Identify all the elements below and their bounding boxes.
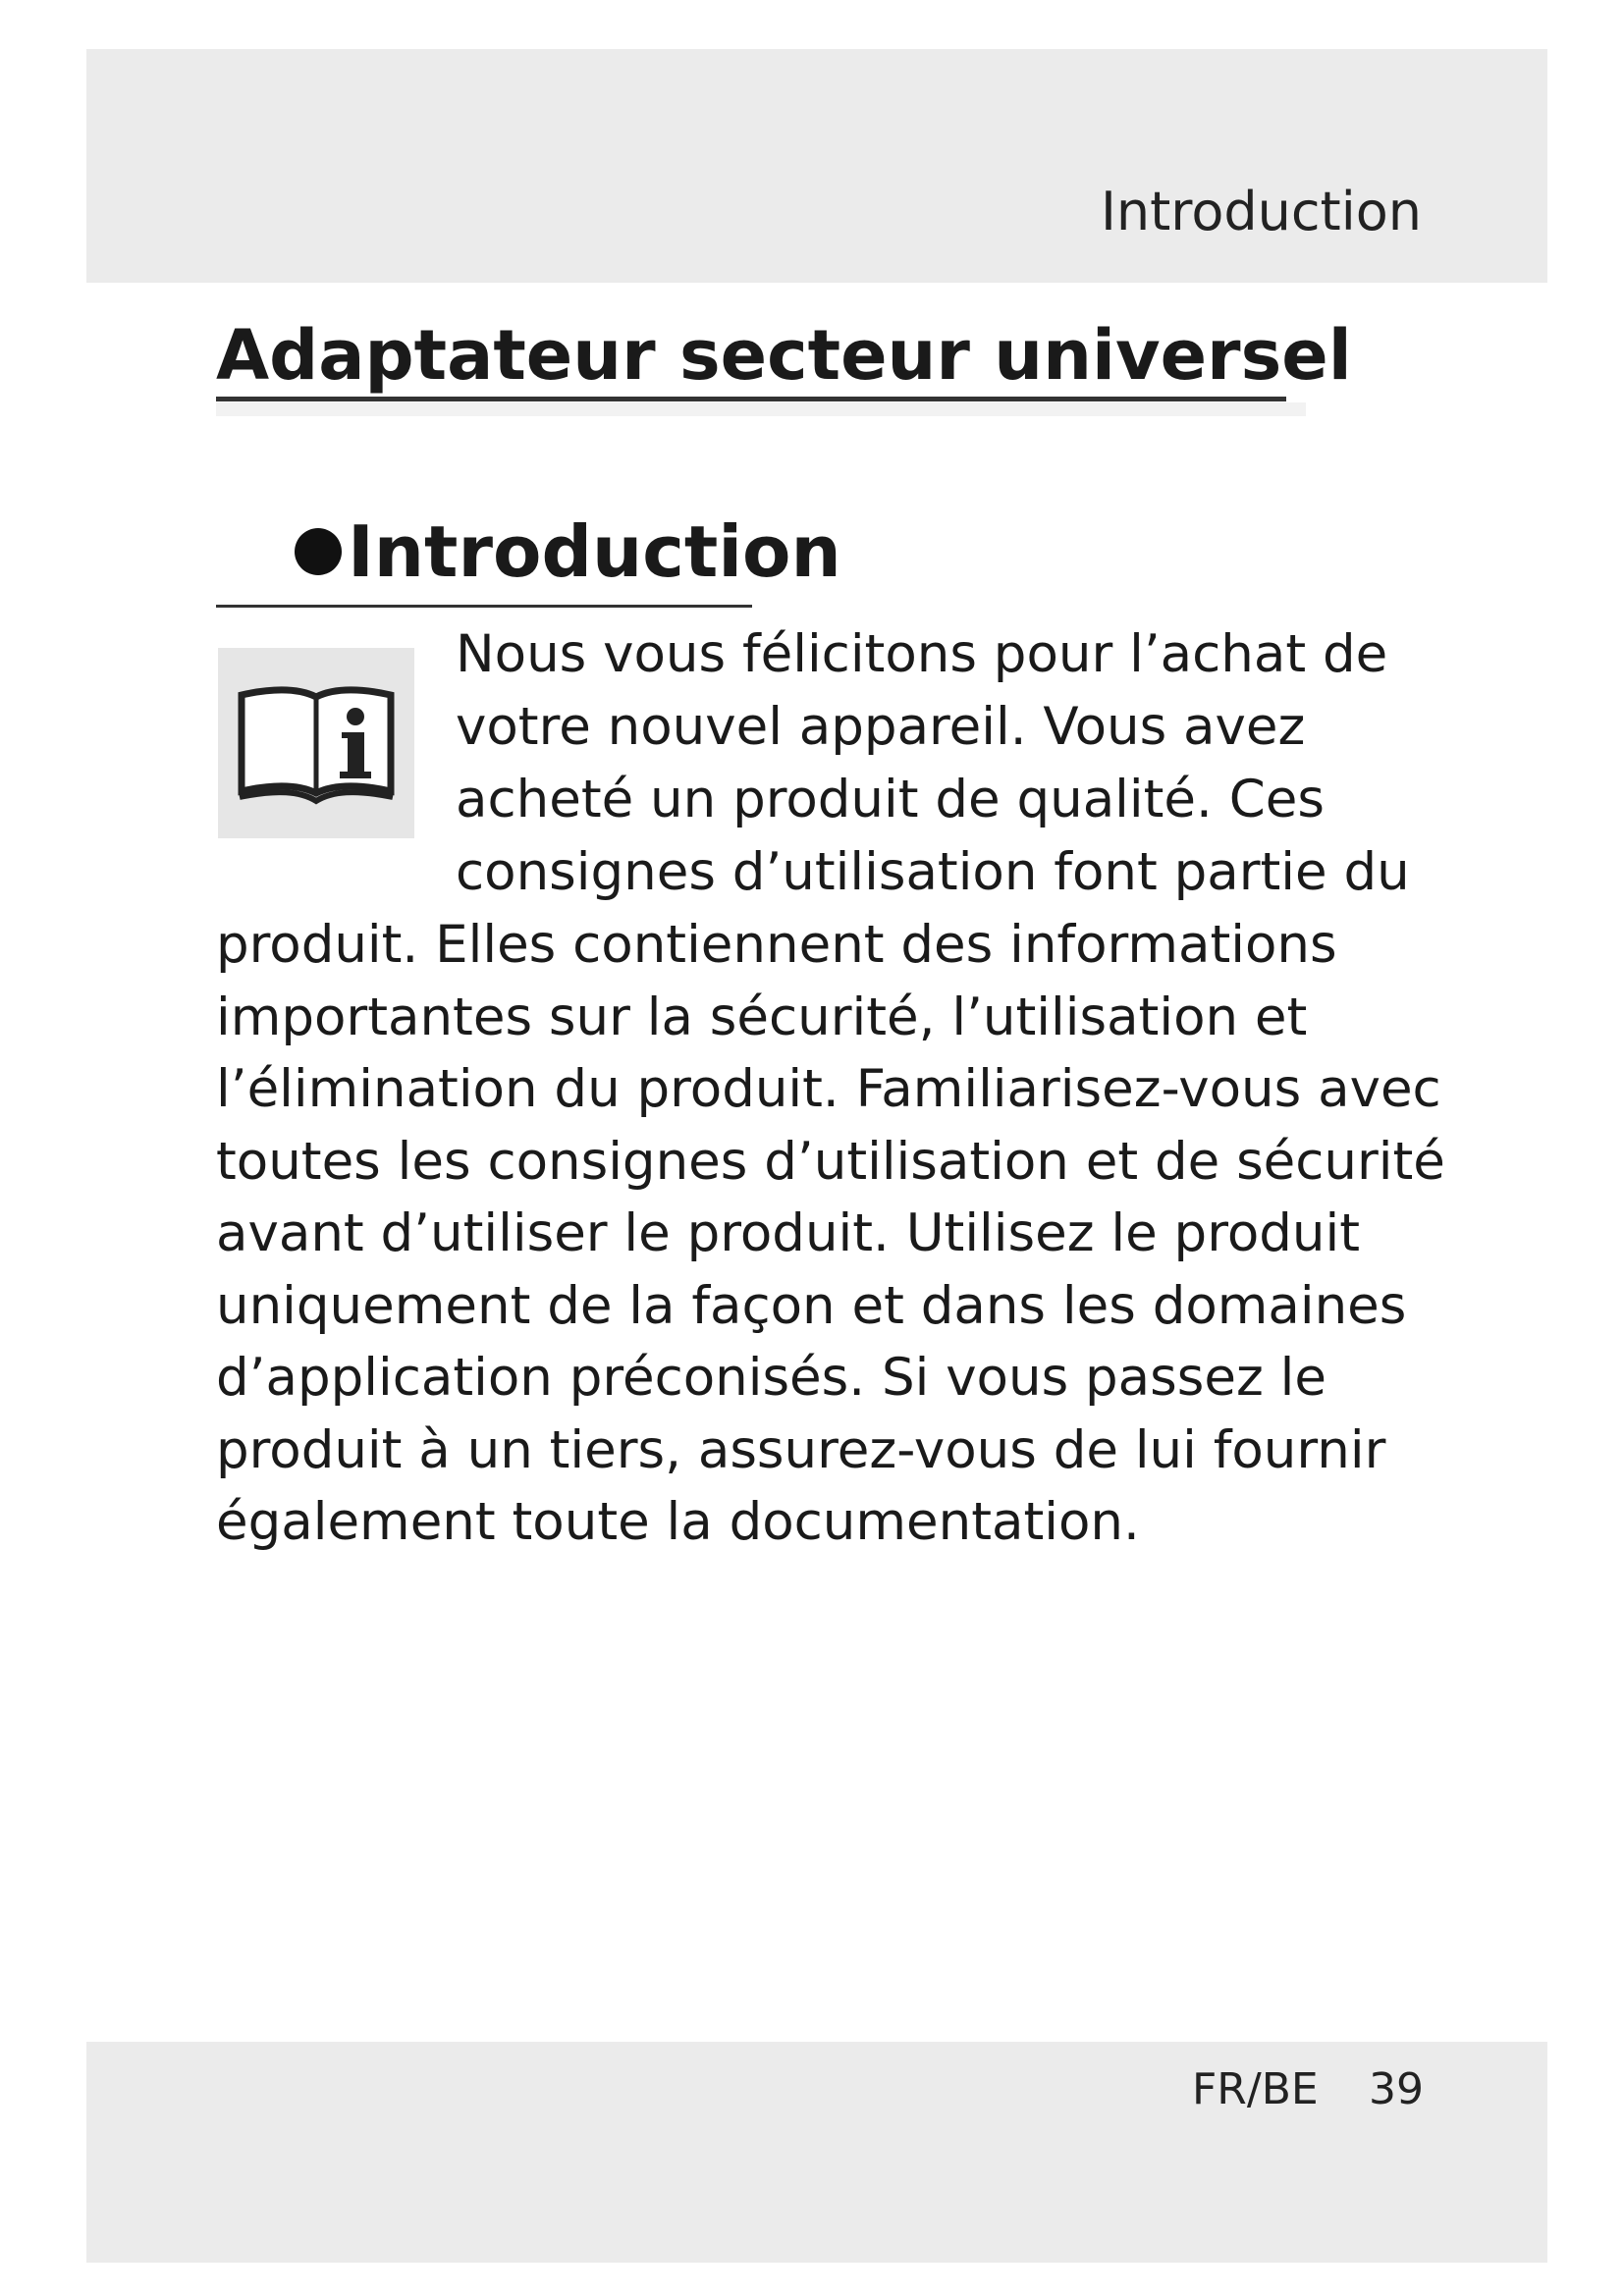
- page-number: 39: [1369, 2064, 1424, 2114]
- running-header: Introduction: [1100, 181, 1422, 242]
- title-underline: [216, 397, 1286, 401]
- body-line: uniquement de la façon et dans les domaines: [216, 1275, 1407, 1336]
- body-line: produit à un tiers, assurez-vous de lui fournir: [216, 1419, 1386, 1480]
- body-line: toutes les consignes d’utilisation et de sécurité: [216, 1131, 1445, 1192]
- title-underline-shadow: [216, 402, 1306, 416]
- body-paragraph: [216, 909, 1445, 1559]
- intro-line: votre nouvel appareil. Vous avez: [456, 697, 1306, 757]
- footer-language: FR/BE: [1192, 2064, 1319, 2114]
- body-line: importantes sur la sécurité, l’utilisation et: [216, 987, 1308, 1047]
- intro-line: consignes d’utilisation font partie du: [456, 842, 1410, 902]
- footer-band: [86, 2042, 1547, 2263]
- header-band: [86, 49, 1547, 283]
- info-book-icon: [218, 648, 414, 838]
- body-line: également toute la documentation.: [216, 1492, 1140, 1552]
- body-line: produit. Elles contiennent des informations: [216, 915, 1337, 975]
- body-line: d’application préconisés. Si vous passez le: [216, 1348, 1326, 1408]
- intro-line: acheté un produit de qualité. Ces: [456, 770, 1325, 829]
- body-line: l’élimination du produit. Familiarisez-vous avec: [216, 1059, 1441, 1119]
- section-heading: [295, 512, 841, 591]
- body-line: avant d’utiliser le produit. Utilisez le produit: [216, 1203, 1360, 1263]
- intro-paragraph: [456, 618, 1410, 909]
- section-heading-text: Introduction: [348, 510, 841, 593]
- bullet-icon: [295, 528, 342, 575]
- info-book-icon-graphic: [218, 648, 414, 838]
- intro-line: Nous vous félicitons pour l’achat de: [456, 624, 1388, 684]
- section-underline: [216, 605, 752, 608]
- document-title: Adaptateur secteur universel: [216, 315, 1352, 396]
